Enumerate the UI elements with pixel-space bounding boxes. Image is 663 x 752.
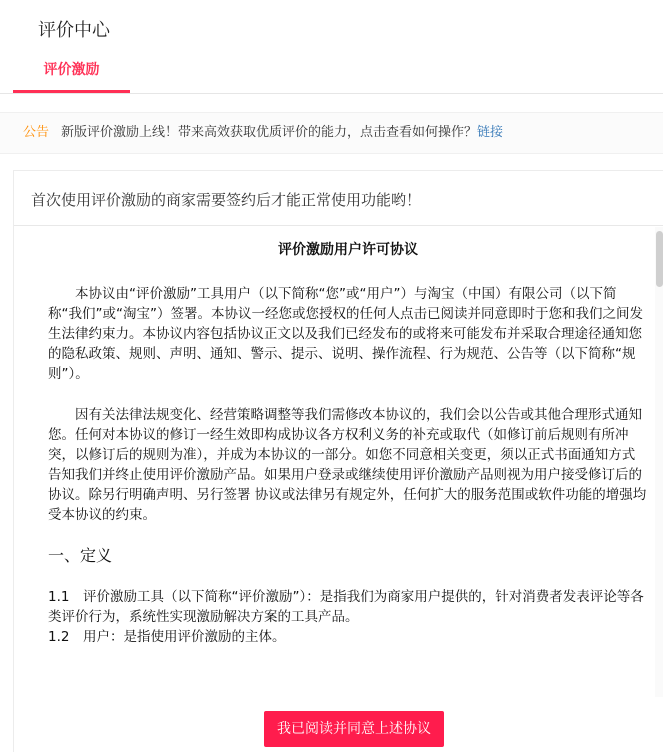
signing-notice-heading: 首次使用评价激励的商家需要签约后才能正常使用功能哟！ (31, 191, 422, 209)
page-title: 评价中心 (38, 20, 110, 41)
agreement-scroll-area[interactable] (14, 227, 654, 697)
agree-button[interactable]: 我已阅读并同意上述协议 (264, 711, 444, 747)
panel-divider (14, 225, 663, 226)
scrollbar[interactable] (655, 227, 663, 697)
agreement-paragraph: 本协议由“评价激励”工具用户（以下简称“您”或“用户”）与淘宝（中国）有限公司（以下简称“我们”或“淘宝”）签署。本协议一经您或您授权的任何人点击已阅读并同意即时于您和我们之间发生法律约束力。本协议内容包括协议正文以及我们已经发布的或将来可能发布并采取合理途径通知您的隐私政策、规则、声明、通知、警示、提示、说明、操作流程、行为规范、公告等（以下简称“规则”）。 (48, 286, 643, 382)
section-title-definitions: 一、定义 (48, 546, 113, 565)
announcement-text: 新版评价激励上线！带来高效获取优质评价的能力，点击查看如何操作？ (61, 125, 478, 140)
tab-evaluation-incentive[interactable]: 评价激励 (43, 62, 100, 78)
announcement-link[interactable]: 链接 (477, 125, 504, 140)
definition-item: 1.1 评价激励工具（以下简称“评价激励”）：是指我们为商家用户提供的，针对消费者发表评论等各类评价行为，系统性实现激励解决方案的工具产品。 (48, 589, 644, 625)
announcement-bar (0, 112, 663, 154)
header-divider (0, 93, 663, 94)
header (0, 0, 663, 98)
definition-item: 1.2 用户：是指使用评价激励的主体。 (48, 629, 286, 645)
agreement-paragraph: 因有关法律法规变化、经营策略调整等我们需修改本协议的，我们会以公告或其他合理形式通知您。任何对本协议的修订一经生效即构成协议各方权利义务的补充或取代（如修订前后规则有所冲突，以修订后的规则为准），并成为本协议的一部分。如您不同意相关变更，须以正式书面通知方式告知我们并终止使用评价激励产品。如果用户登录或继续使用评价激励产品则视为用户接受修订后的协议。除另行明确声明、另行签署 协议或法律另有规定外，任何扩大的服务范围或软件功能的增强均受本协议的约束。 (48, 407, 647, 523)
agreement-title: 评价激励用户许可协议 (278, 242, 418, 258)
announcement-label: 公告 (23, 125, 50, 140)
agreement-panel (13, 170, 663, 752)
scrollbar-thumb[interactable] (656, 231, 663, 287)
agreement-document (48, 227, 648, 647)
announcement-text-wrap (61, 113, 503, 153)
